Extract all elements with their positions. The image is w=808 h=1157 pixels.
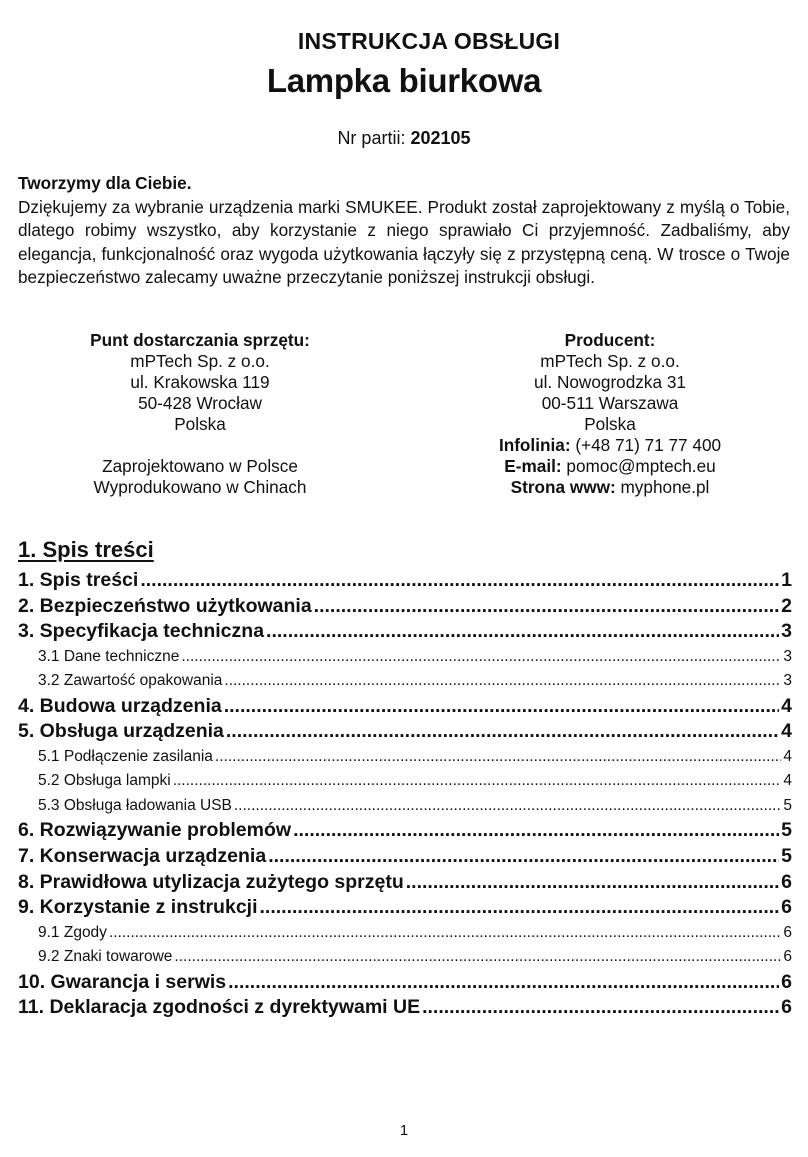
toc-entry-page: 6 [781, 896, 792, 919]
toc-entry-label: 11. Deklaracja zgodności z dyrektywami UE [18, 996, 421, 1019]
toc-subentry[interactable] [18, 945, 792, 970]
toc-subentry[interactable] [18, 745, 792, 770]
batch-label: Nr partii: [337, 128, 406, 148]
toc-entry[interactable] [18, 844, 792, 870]
email-value: pomoc@mptech.eu [566, 456, 716, 476]
toc-entry-page: 3 [783, 647, 792, 665]
delivery-address [20, 330, 380, 498]
toc-entry-page: 6 [781, 996, 792, 1019]
toc-entry-page: 3 [783, 672, 792, 690]
toc-entry[interactable] [18, 719, 792, 745]
toc-entry-page: 6 [783, 923, 792, 941]
table-of-contents [18, 568, 792, 1021]
producer-company: mPTech Sp. z o.o. [540, 351, 680, 371]
toc-entry-label: 2. Bezpieczeństwo użytkowania [18, 594, 312, 617]
hotline-value: (+48 71) 71 77 400 [575, 435, 722, 455]
toc-entry[interactable] [18, 594, 792, 620]
producer-address [430, 330, 790, 498]
toc-subentry[interactable] [18, 794, 792, 819]
producer-heading: Producent: [564, 330, 656, 350]
toc-entry-page: 6 [783, 948, 792, 966]
toc-entry-label: 6. Rozwiązywanie problemów [18, 819, 292, 842]
toc-entry-label: 5.2 Obsługa lampki [38, 772, 171, 790]
toc-entry[interactable] [18, 870, 792, 896]
producer-city: 00-511 Warszawa [541, 393, 679, 413]
toc-entry-page: 1 [781, 569, 792, 591]
producer-street: ul. Nowogrodzka 31 [534, 372, 686, 392]
email-label: E-mail: [504, 456, 562, 476]
toc-entry-page: 4 [781, 694, 792, 717]
toc-entry-page: 2 [781, 594, 792, 617]
delivery-street: ul. Krakowska 119 [130, 372, 270, 392]
www-label: Strona www: [510, 477, 616, 497]
toc-entry-label: 3.1 Dane techniczne [38, 647, 180, 665]
intro-body: Dziękujemy za wybranie urządzenia marki SMUKEE. Produkt został zaprojektowany z myślą o Tobie, dlatego robimy wszystko, aby korzystanie z niego sprawiało Ci przyjemność. Zadbaliśmy, aby elegancja, funkcjonalność oraz wygoda użytkowania łączyły się z przystępną ceną. W trosce o Twoje bezpieczeństwo zalecamy uważne przeczytanie poniższej instrukcji obsługi. [18, 196, 790, 287]
toc-entry-label: 7. Konserwacja urządzenia [18, 845, 267, 868]
toc-entry[interactable] [18, 619, 792, 645]
batch-value: 202105 [410, 128, 471, 148]
toc-heading: 1. Spis treści [18, 537, 154, 562]
delivery-country: Polska [174, 414, 226, 434]
producer-hotline [430, 435, 790, 456]
toc-subentry[interactable] [18, 645, 792, 670]
delivery-company: mPTech Sp. z o.o. [130, 351, 270, 371]
toc-entry-page: 4 [781, 720, 792, 743]
toc-entry[interactable] [18, 995, 792, 1021]
page-number: 1 [399, 1122, 409, 1139]
product-name: Lampka biurkowa [266, 62, 542, 99]
toc-entry-page: 5 [783, 796, 792, 814]
producer-email [430, 456, 790, 477]
toc-entry-label: 5. Obsługa urządzenia [18, 720, 224, 743]
toc-entry-label: 10. Gwarancja i serwis [18, 970, 227, 993]
delivery-heading: Punt dostarczania sprzętu: [90, 330, 310, 350]
toc-entry[interactable] [18, 818, 792, 844]
toc-entry-label: 9. Korzystanie z instrukcji [18, 896, 258, 919]
toc-entry-page: 4 [783, 772, 792, 790]
toc-subentry[interactable] [18, 669, 792, 694]
designed-in: Zaprojektowano w Polsce [102, 456, 298, 476]
made-in: Wyprodukowano w Chinach [93, 477, 307, 497]
www-value: myphone.pl [620, 477, 710, 497]
toc-entry-label: 5.1 Podłączenie zasilania [38, 747, 213, 765]
toc-entry[interactable] [18, 568, 792, 594]
toc-entry-label: 3.2 Zawartość opakowania [38, 672, 223, 690]
toc-entry-page: 6 [781, 870, 792, 893]
toc-entry-page: 5 [781, 819, 792, 842]
toc-entry-label: 1. Spis treści [18, 569, 139, 591]
delivery-city: 50-428 Wrocław [138, 393, 262, 413]
toc-entry-page: 5 [781, 845, 792, 868]
toc-entry[interactable] [18, 895, 792, 921]
hotline-label: Infolinia: [498, 435, 571, 455]
toc-entry-label: 4. Budowa urządzenia [18, 694, 222, 717]
toc-entry-page: 6 [781, 970, 792, 993]
toc-entry-label: 5.3 Obsługa ładowania USB [38, 796, 232, 814]
producer-www [430, 477, 790, 498]
toc-entry-label: 9.2 Znaki towarowe [38, 948, 173, 966]
batch-number [0, 128, 808, 149]
intro-lead: Tworzymy dla Ciebie. [18, 173, 192, 193]
toc-entry-label: 9.1 Zgody [38, 923, 107, 941]
toc-subentry[interactable] [18, 769, 792, 794]
toc-entry[interactable] [18, 970, 792, 996]
document-title: INSTRUKCJA OBSŁUGI [297, 28, 561, 54]
toc-entry-label: 3. Specyfikacja techniczna [18, 620, 265, 643]
toc-entry-label: 8. Prawidłowa utylizacja zużytego sprzętu [18, 870, 404, 893]
toc-subentry[interactable] [18, 921, 792, 946]
toc-entry-page: 4 [783, 747, 792, 765]
toc-entry[interactable] [18, 694, 792, 720]
toc-entry-page: 3 [781, 620, 792, 643]
intro-section [18, 172, 790, 290]
producer-country: Polska [584, 414, 636, 434]
